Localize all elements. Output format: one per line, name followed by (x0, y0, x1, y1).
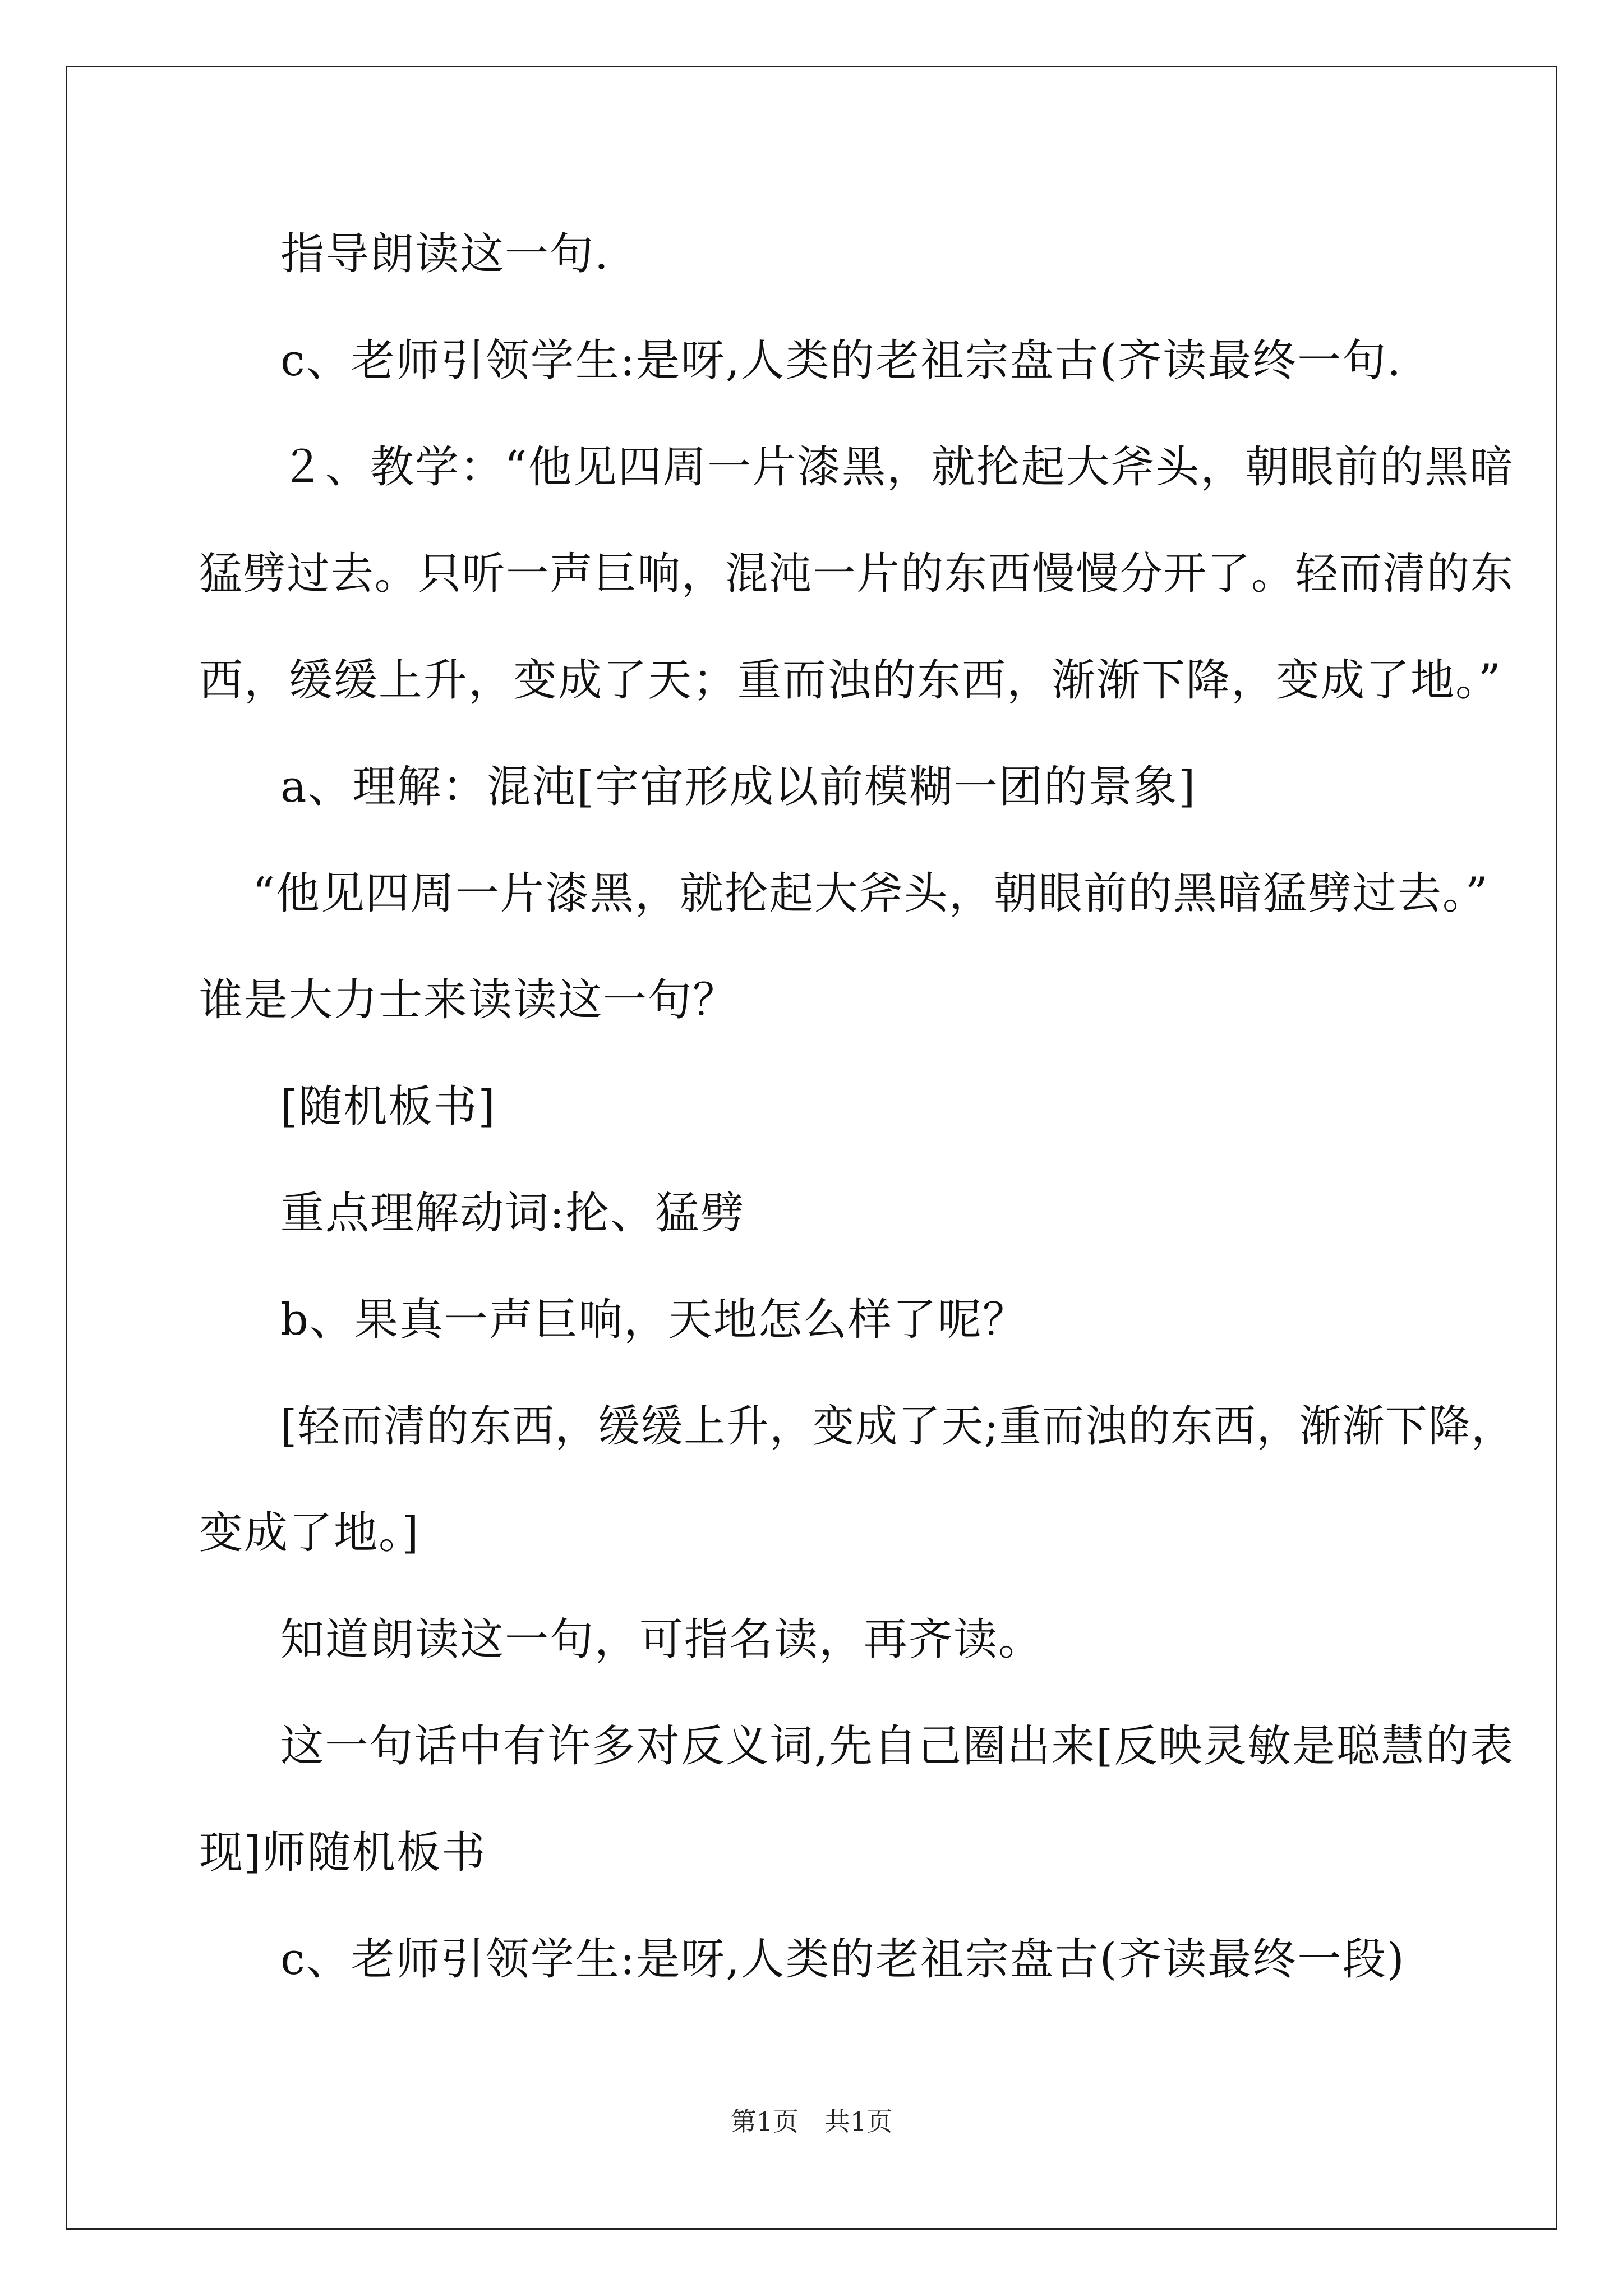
text-line: 现]师随机板书 (199, 1828, 487, 1878)
text-line: 重点理解动词:抡、猛劈 (280, 1188, 745, 1239)
text-line: 谁是大力士来读读这一句？ (199, 975, 738, 1025)
text-line: 西，缓缓上升，变成了天；重而浊的东西，渐渐下降，变成了地。” (199, 655, 1502, 706)
page-footer: 第1页 共1页 (730, 2106, 893, 2137)
text-line: [随机板书] (280, 1082, 496, 1132)
text-line: 猛劈过去。只听一声巨响，混沌一片的东西慢慢分开了。轻而清的东 (199, 549, 1515, 599)
text-line: ２、教学：“他见四周一片漆黑，就抡起大斧头，朝眼前的黑暗 (280, 442, 1514, 493)
text-line: 知道朗读这一句，可指名读，再齐读。 (280, 1614, 1044, 1665)
text-line: c、老师引领学生:是呀,人类的老祖宗盘古(齐读最终一段) (280, 1934, 1405, 1985)
text-line: [轻而清的东西，缓缓上升，变成了天;重而浊的东西，渐渐下降， (280, 1401, 1514, 1452)
text-line: a、理解：混沌[宇宙形成以前模糊一团的景象] (280, 762, 1197, 812)
text-line: b、果真一声巨响，天地怎么样了呢？ (280, 1295, 1027, 1345)
text-line: “他见四周一片漆黑，就抡起大斧头，朝眼前的黑暗猛劈过去。” (252, 868, 1489, 919)
text-line: 变成了地。] (199, 1508, 420, 1558)
text-line: 指导朗读这一句. (280, 229, 610, 279)
page-border (66, 66, 1557, 2230)
text-line: 这一句话中有许多对反义词,先自己圈出来[反映灵敏是聪慧的表 (280, 1721, 1515, 1772)
text-line: c、老师引领学生:是呀,人类的老祖宗盘古(齐读最终一句. (280, 335, 1402, 386)
